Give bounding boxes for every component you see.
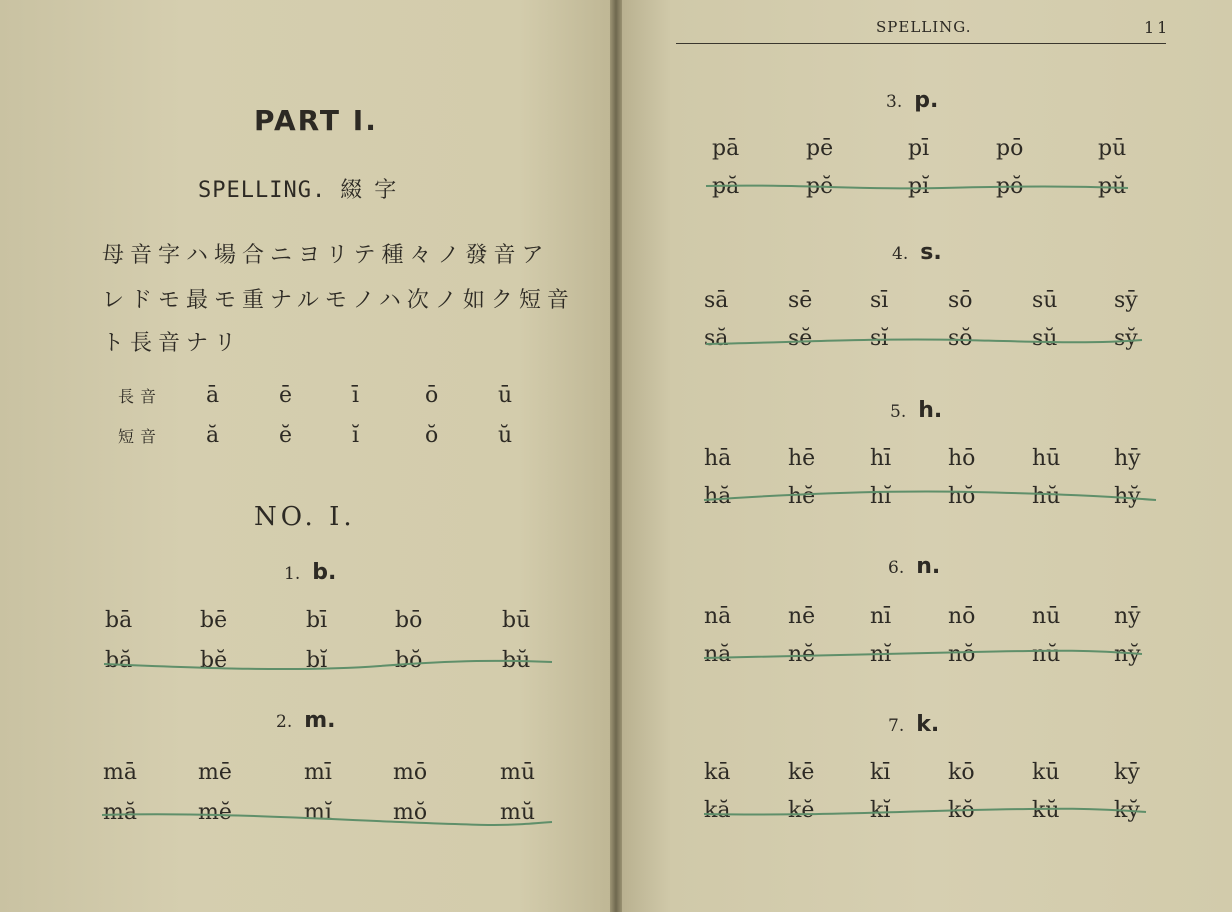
syllable: să <box>704 326 729 351</box>
syllable: bŭ <box>502 648 531 673</box>
syllable: kā <box>704 760 731 785</box>
syllable: sȳ <box>1114 288 1138 313</box>
syllable: mō <box>393 760 428 785</box>
short-vowel-row <box>118 423 571 448</box>
long-vowel-label: 長音 <box>118 387 163 406</box>
syllable: pĕ <box>806 174 834 199</box>
vowel: ŭ <box>498 423 513 448</box>
running-head: SPELLING. <box>876 18 972 36</box>
syllable: bă <box>105 648 133 673</box>
syllable: mī <box>304 760 332 785</box>
section-heading-k <box>888 712 939 737</box>
syllable-row-short-m <box>0 800 610 830</box>
section-letter: p. <box>914 88 939 113</box>
syllable: bē <box>200 608 228 633</box>
section-heading-s <box>892 240 942 265</box>
syllable-row-long-h <box>622 446 1232 476</box>
syllable: kō <box>948 760 975 785</box>
syllable: hū <box>1032 446 1061 471</box>
syllable: sŭ <box>1032 326 1058 351</box>
syllable: hē <box>788 446 816 471</box>
syllable: hā <box>704 446 732 471</box>
syllable: nŏ <box>948 642 976 667</box>
syllable: kū <box>1032 760 1060 785</box>
syllable-row-short-k <box>622 798 1232 828</box>
syllable: sō <box>948 288 973 313</box>
syllable: mū <box>500 760 536 785</box>
vowel: ŏ <box>425 423 439 448</box>
syllable: nă <box>704 642 732 667</box>
syllable: sy̆ <box>1114 326 1138 351</box>
syllable: ky̆ <box>1114 798 1140 823</box>
section-heading-h <box>890 398 942 423</box>
header-rule <box>676 43 1166 44</box>
section-letter: k. <box>916 712 940 737</box>
syllable-row-short-h <box>622 484 1232 514</box>
section-number: 7. <box>888 716 905 736</box>
syllable-row-short-p <box>622 174 1232 204</box>
syllable: kŏ <box>948 798 975 823</box>
section-number: 1. <box>284 564 301 584</box>
syllable: bā <box>105 608 133 633</box>
vowel: ē <box>279 383 293 408</box>
page-number: 11 <box>1144 18 1171 37</box>
section-heading-p <box>886 88 938 113</box>
vowel: ă <box>206 423 220 448</box>
syllable: sĭ <box>870 326 889 351</box>
syllable: pŭ <box>1098 174 1127 199</box>
intro-text-line-3: ト長音ナリ <box>102 331 243 356</box>
section-heading-m <box>276 708 336 733</box>
vowel: ū <box>498 383 513 408</box>
section-letter: h. <box>918 398 943 423</box>
vowel: ā <box>206 383 220 408</box>
syllable: ny̆ <box>1114 642 1141 667</box>
section-letter: m. <box>304 708 336 733</box>
syllable: hī <box>870 446 892 471</box>
section-number: 4. <box>892 244 909 264</box>
section-number: 3. <box>886 92 903 112</box>
syllable: kē <box>788 760 815 785</box>
syllable: nē <box>788 604 816 629</box>
syllable: sī <box>870 288 889 313</box>
section-heading-n <box>888 554 940 579</box>
syllable: mŏ <box>393 800 428 825</box>
syllable: hă <box>704 484 732 509</box>
vowel: ī <box>352 383 360 408</box>
syllable: hȳ <box>1114 446 1141 471</box>
section-letter: n. <box>916 554 941 579</box>
heading-latin: SPELLING. <box>198 178 327 203</box>
spelling-heading <box>198 173 408 204</box>
syllable: kȳ <box>1114 760 1140 785</box>
syllable: nō <box>948 604 976 629</box>
syllable-row-long-m <box>0 760 610 790</box>
syllable: bŏ <box>395 648 423 673</box>
syllable: hy̆ <box>1114 484 1141 509</box>
syllable: bō <box>395 608 423 633</box>
syllable: nȳ <box>1114 604 1141 629</box>
syllable: pŏ <box>996 174 1024 199</box>
section-number: 6. <box>888 558 905 578</box>
syllable: kī <box>870 760 891 785</box>
vowel: ō <box>425 383 439 408</box>
syllable: nŭ <box>1032 642 1061 667</box>
syllable-row-long-s <box>622 288 1232 318</box>
syllable: bĕ <box>200 648 228 673</box>
section-letter: s. <box>920 240 942 265</box>
syllable: sā <box>704 288 729 313</box>
section-title: NO. I. <box>254 502 356 532</box>
syllable: pū <box>1098 136 1127 161</box>
syllable: nū <box>1032 604 1061 629</box>
vowel: ĕ <box>279 423 293 448</box>
syllable-row-short-b <box>0 648 610 678</box>
syllable: hŭ <box>1032 484 1061 509</box>
syllable: kă <box>704 798 731 823</box>
syllable-row-short-n <box>622 642 1232 672</box>
syllable: pĭ <box>908 174 930 199</box>
short-vowel-label: 短音 <box>118 427 163 446</box>
syllable: mă <box>103 800 137 825</box>
section-number: 2. <box>276 712 293 732</box>
syllable: kĭ <box>870 798 891 823</box>
syllable: hĕ <box>788 484 816 509</box>
heading-kanji: 綴字 <box>340 178 409 203</box>
syllable: pā <box>712 136 740 161</box>
syllable: kŭ <box>1032 798 1060 823</box>
part-title: PART I. <box>254 104 378 137</box>
syllable: sŏ <box>948 326 973 351</box>
syllable: pē <box>806 136 834 161</box>
vowel: ĭ <box>352 423 360 448</box>
right-page <box>622 0 1232 912</box>
syllable: sē <box>788 288 813 313</box>
syllable: pō <box>996 136 1024 161</box>
syllable-row-short-s <box>622 326 1232 356</box>
intro-text-line-1: 母音字ハ場合ニヨリテ種々ノ發音ア <box>102 243 550 268</box>
syllable-row-long-k <box>622 760 1232 790</box>
syllable: mā <box>103 760 137 785</box>
syllable: mē <box>198 760 232 785</box>
syllable: sū <box>1032 288 1058 313</box>
syllable-row-long-n <box>622 604 1232 634</box>
long-vowel-row <box>118 383 571 408</box>
syllable: nĭ <box>870 642 892 667</box>
syllable: hō <box>948 446 976 471</box>
syllable: mŭ <box>500 800 536 825</box>
syllable: hŏ <box>948 484 976 509</box>
syllable-row-long-p <box>622 136 1232 166</box>
syllable-row-long-b <box>0 608 610 638</box>
syllable: bū <box>502 608 531 633</box>
section-letter: b. <box>312 560 337 585</box>
syllable: pă <box>712 174 740 199</box>
syllable: sĕ <box>788 326 813 351</box>
syllable: bī <box>306 608 328 633</box>
syllable: nā <box>704 604 732 629</box>
syllable: nī <box>870 604 892 629</box>
syllable: kĕ <box>788 798 815 823</box>
intro-text-line-2: レドモ最モ重ナルモノハ次ノ如ク短音 <box>102 288 575 313</box>
syllable: bĭ <box>306 648 328 673</box>
section-heading-b <box>284 560 336 585</box>
syllable: pī <box>908 136 930 161</box>
book-gutter <box>610 0 622 912</box>
syllable: hĭ <box>870 484 892 509</box>
syllable: mĭ <box>304 800 332 825</box>
left-page <box>0 0 610 912</box>
syllable: mĕ <box>198 800 232 825</box>
section-number: 5. <box>890 402 907 422</box>
syllable: nĕ <box>788 642 816 667</box>
